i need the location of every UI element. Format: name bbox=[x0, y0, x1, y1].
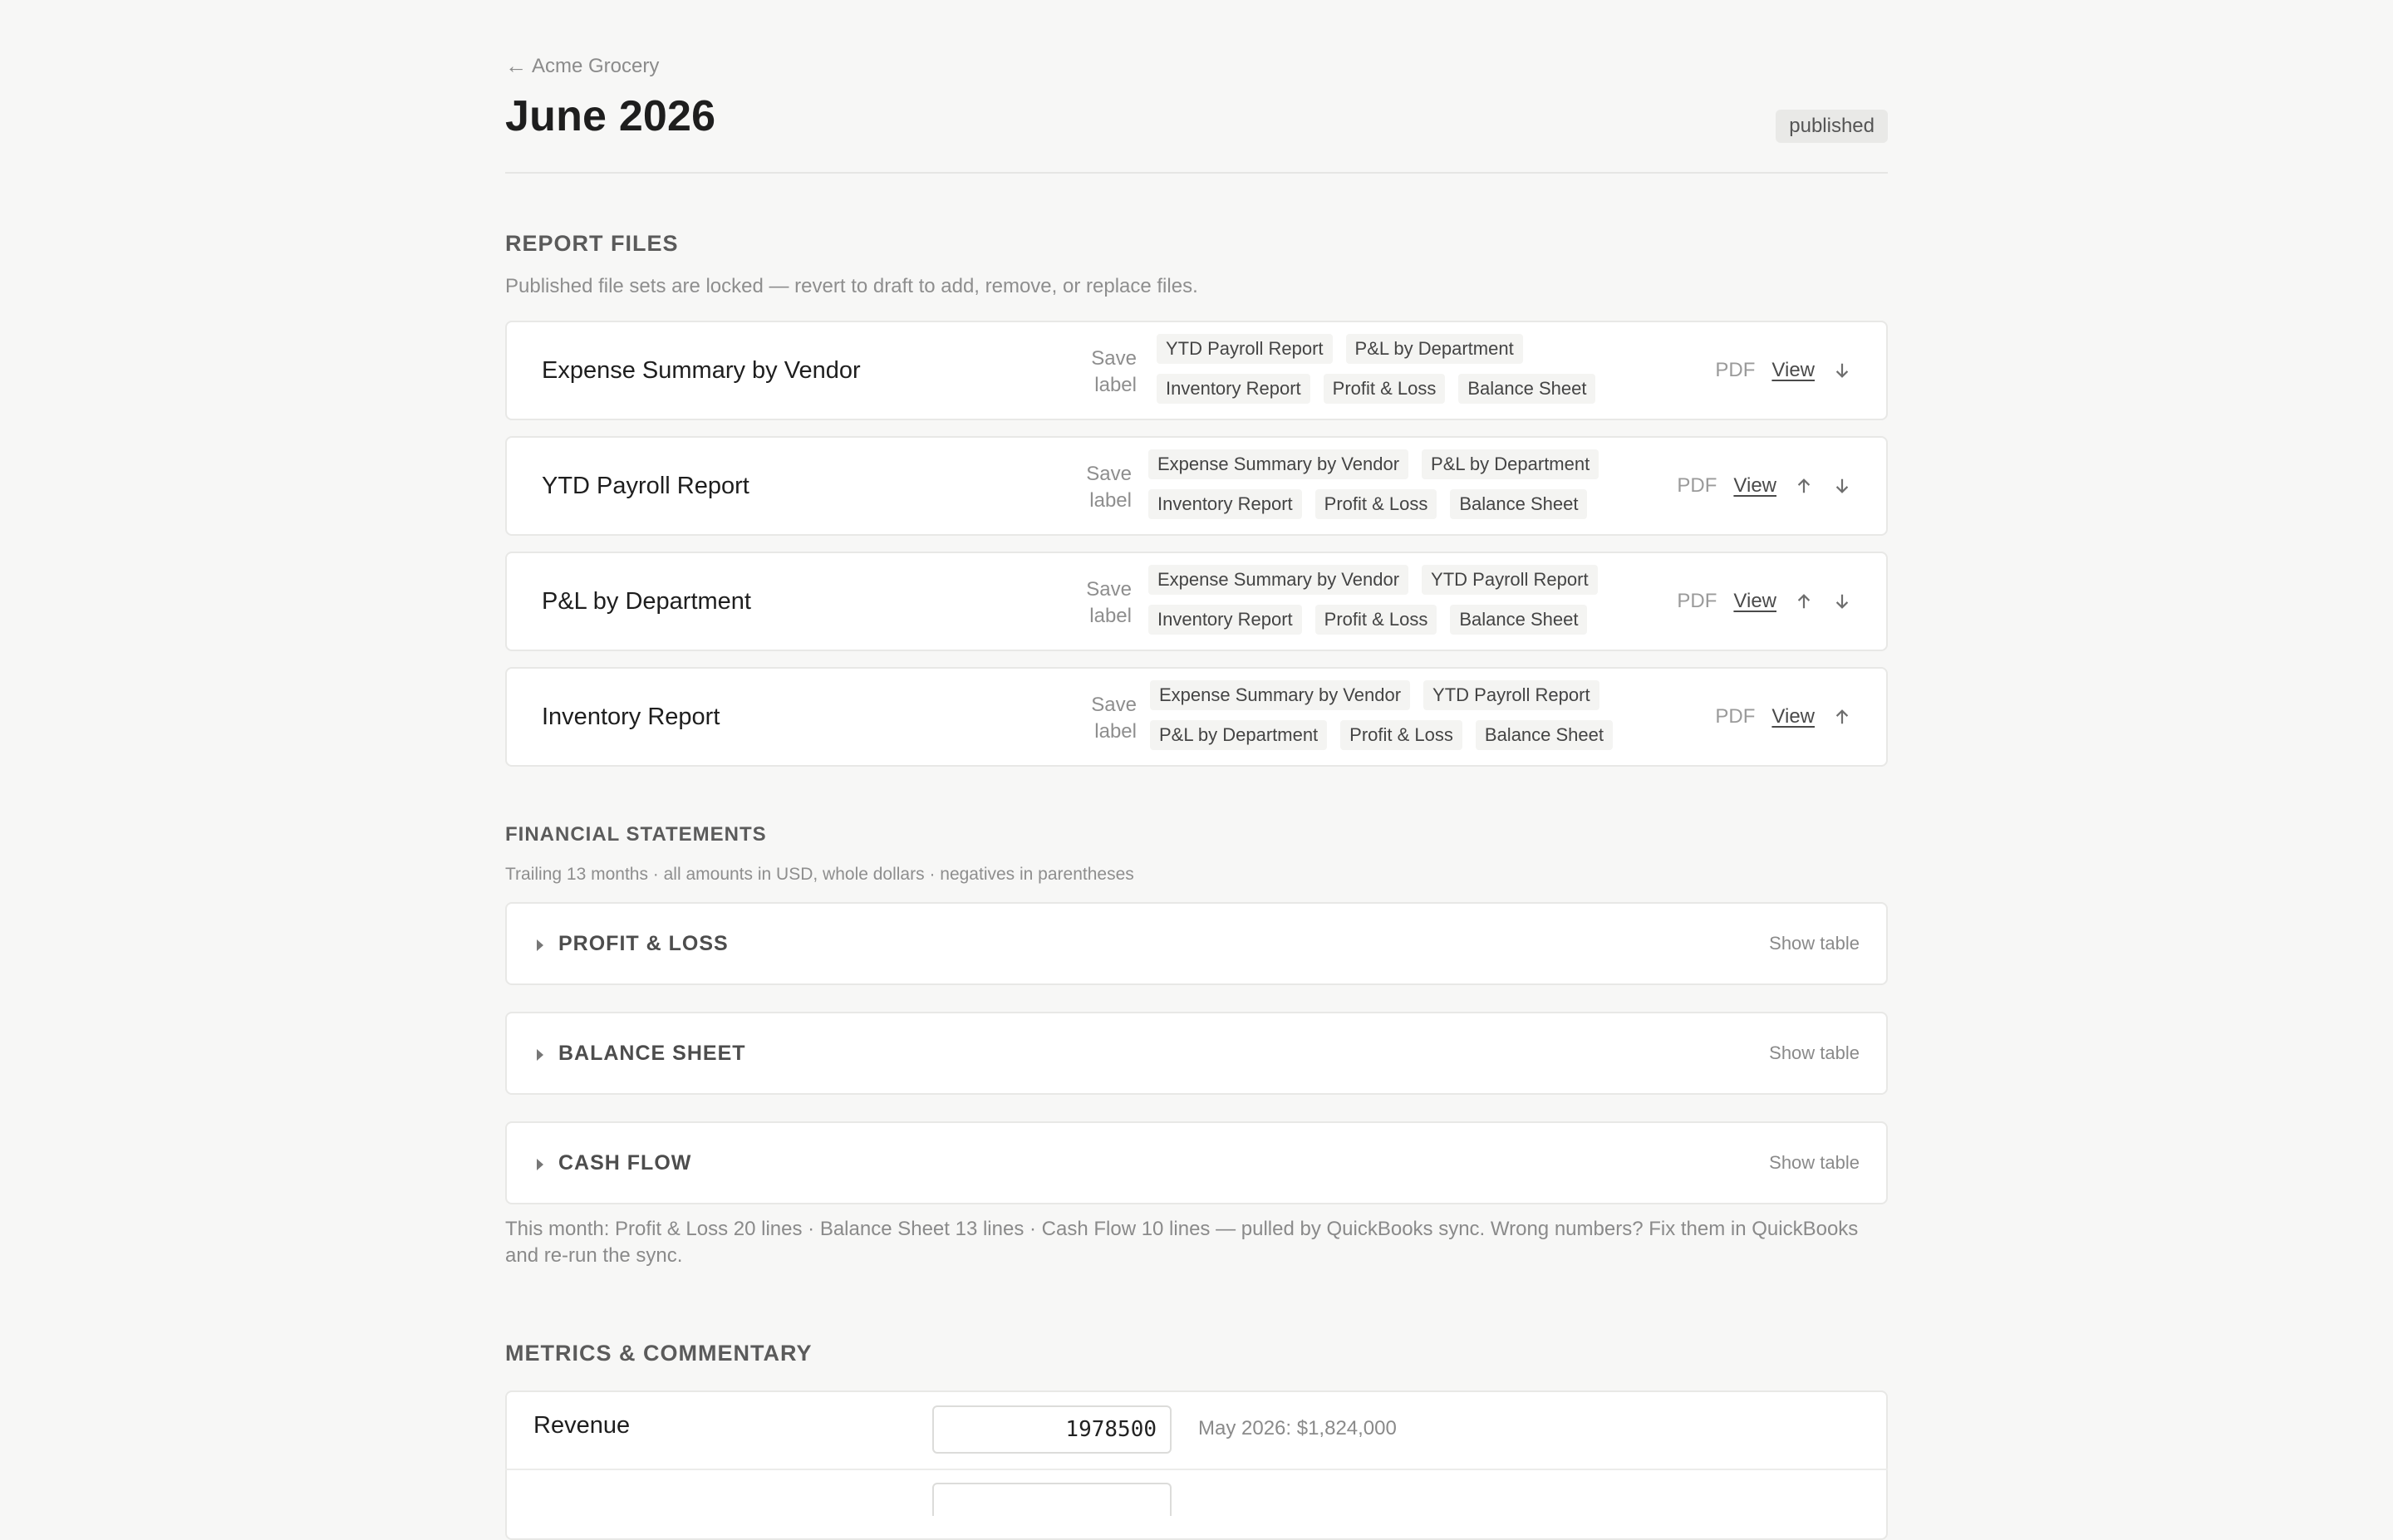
file-name: P&L by Department bbox=[542, 588, 751, 615]
statement-balance-sheet[interactable] bbox=[505, 1012, 1888, 1095]
arrow-down-icon[interactable] bbox=[1831, 475, 1853, 497]
caret-right-icon bbox=[537, 1049, 543, 1061]
file-tag[interactable]: P&L by Department bbox=[1150, 720, 1327, 750]
metrics-heading: METRICS & COMMENTARY bbox=[505, 1341, 813, 1366]
statement-title: CASH FLOW bbox=[558, 1151, 692, 1175]
show-table-toggle[interactable]: Show table bbox=[1769, 1152, 1860, 1173]
view-link[interactable]: View bbox=[1733, 590, 1776, 612]
file-tag[interactable]: P&L by Department bbox=[1346, 334, 1523, 364]
arrow-left-icon: ← bbox=[505, 53, 527, 78]
file-tag[interactable]: Profit & Loss bbox=[1315, 605, 1437, 635]
caret-right-icon bbox=[537, 939, 543, 951]
file-tag[interactable]: Profit & Loss bbox=[1340, 720, 1462, 750]
file-name: Expense Summary by Vendor bbox=[542, 357, 861, 384]
metric-label-revenue: Revenue bbox=[533, 1412, 631, 1439]
file-tag[interactable]: YTD Payroll Report bbox=[1422, 565, 1598, 595]
statement-cash-flow[interactable] bbox=[505, 1121, 1888, 1204]
file-tag[interactable]: Inventory Report bbox=[1148, 489, 1302, 519]
financial-statements-heading: FINANCIAL STATEMENTS bbox=[505, 823, 767, 846]
file-name: Inventory Report bbox=[542, 704, 720, 730]
metrics-row-divider bbox=[505, 1469, 1888, 1470]
caret-right-icon bbox=[537, 1159, 543, 1170]
file-tag[interactable]: Expense Summary by Vendor bbox=[1150, 680, 1410, 710]
file-tag[interactable]: Inventory Report bbox=[1157, 374, 1310, 404]
file-card bbox=[505, 321, 1888, 420]
statement-profit-loss[interactable] bbox=[505, 902, 1888, 985]
file-tag[interactable]: Balance Sheet bbox=[1450, 489, 1587, 519]
file-tag[interactable]: Profit & Loss bbox=[1324, 374, 1446, 404]
financial-statements-subtitle: Trailing 13 months · all amounts in USD, whole dollars · negatives in parentheses bbox=[505, 865, 1134, 884]
report-files-heading: REPORT FILES bbox=[505, 231, 679, 256]
revenue-input[interactable] bbox=[932, 1405, 1172, 1454]
arrow-down-icon[interactable] bbox=[1831, 360, 1853, 381]
file-tag[interactable]: P&L by Department bbox=[1422, 449, 1599, 479]
file-tag[interactable]: Profit & Loss bbox=[1315, 489, 1437, 519]
save-label-button[interactable]: Save label bbox=[1082, 461, 1132, 514]
save-label-button[interactable]: Save label bbox=[1087, 692, 1137, 745]
file-tag[interactable]: YTD Payroll Report bbox=[1157, 334, 1333, 364]
file-card bbox=[505, 667, 1888, 767]
sync-note: This month: Profit & Loss 20 lines · Balance Sheet 13 lines · Cash Flow 10 lines — pulled by QuickBooks sync. Wrong numbers? Fix them in QuickBooks and re-run the sync. bbox=[505, 1218, 1859, 1267]
arrow-up-icon[interactable] bbox=[1793, 591, 1815, 612]
show-table-toggle[interactable]: Show table bbox=[1769, 1042, 1860, 1063]
view-link[interactable]: View bbox=[1771, 359, 1815, 381]
back-link[interactable] bbox=[505, 53, 659, 79]
arrow-up-icon[interactable] bbox=[1831, 706, 1853, 728]
view-link[interactable]: View bbox=[1771, 705, 1815, 728]
view-link[interactable]: View bbox=[1733, 474, 1776, 497]
statement-title: PROFIT & LOSS bbox=[558, 932, 729, 955]
arrow-up-icon[interactable] bbox=[1793, 475, 1815, 497]
file-tag[interactable]: Balance Sheet bbox=[1458, 374, 1595, 404]
header-divider bbox=[505, 172, 1888, 174]
metric-input-partial[interactable] bbox=[932, 1483, 1172, 1516]
file-format: PDF bbox=[1715, 705, 1756, 728]
file-tags bbox=[1148, 449, 1614, 519]
file-tags bbox=[1148, 565, 1614, 635]
file-actions bbox=[1677, 553, 1853, 650]
save-label-button[interactable]: Save label bbox=[1082, 576, 1132, 630]
file-name: YTD Payroll Report bbox=[542, 473, 749, 499]
metrics-table bbox=[505, 1390, 1888, 1540]
metric-previous-value: May 2026: $1,824,000 bbox=[1198, 1417, 1397, 1439]
show-table-toggle[interactable]: Show table bbox=[1769, 933, 1860, 954]
file-tag[interactable]: YTD Payroll Report bbox=[1423, 680, 1599, 710]
file-tag[interactable]: Balance Sheet bbox=[1476, 720, 1613, 750]
file-tag[interactable]: Expense Summary by Vendor bbox=[1148, 565, 1408, 595]
file-card bbox=[505, 436, 1888, 536]
file-format: PDF bbox=[1677, 474, 1717, 497]
file-actions bbox=[1677, 438, 1853, 534]
file-card bbox=[505, 552, 1888, 651]
file-format: PDF bbox=[1677, 590, 1717, 612]
status-badge: published bbox=[1776, 110, 1888, 143]
file-actions bbox=[1715, 669, 1853, 765]
report-files-subtitle: Published file sets are locked — revert to draft to add, remove, or replace files. bbox=[505, 275, 1198, 297]
file-tags bbox=[1150, 680, 1632, 750]
file-tag[interactable]: Balance Sheet bbox=[1450, 605, 1587, 635]
page-title: June 2026 bbox=[505, 92, 716, 140]
save-label-button[interactable]: Save label bbox=[1087, 346, 1137, 399]
file-tag[interactable]: Inventory Report bbox=[1148, 605, 1302, 635]
statement-title: BALANCE SHEET bbox=[558, 1042, 746, 1065]
file-tag[interactable]: Expense Summary by Vendor bbox=[1148, 449, 1408, 479]
file-format: PDF bbox=[1715, 359, 1756, 381]
back-link-label: Acme Grocery bbox=[532, 54, 660, 77]
arrow-down-icon[interactable] bbox=[1831, 591, 1853, 612]
file-actions bbox=[1715, 322, 1853, 419]
file-tags bbox=[1157, 334, 1647, 404]
